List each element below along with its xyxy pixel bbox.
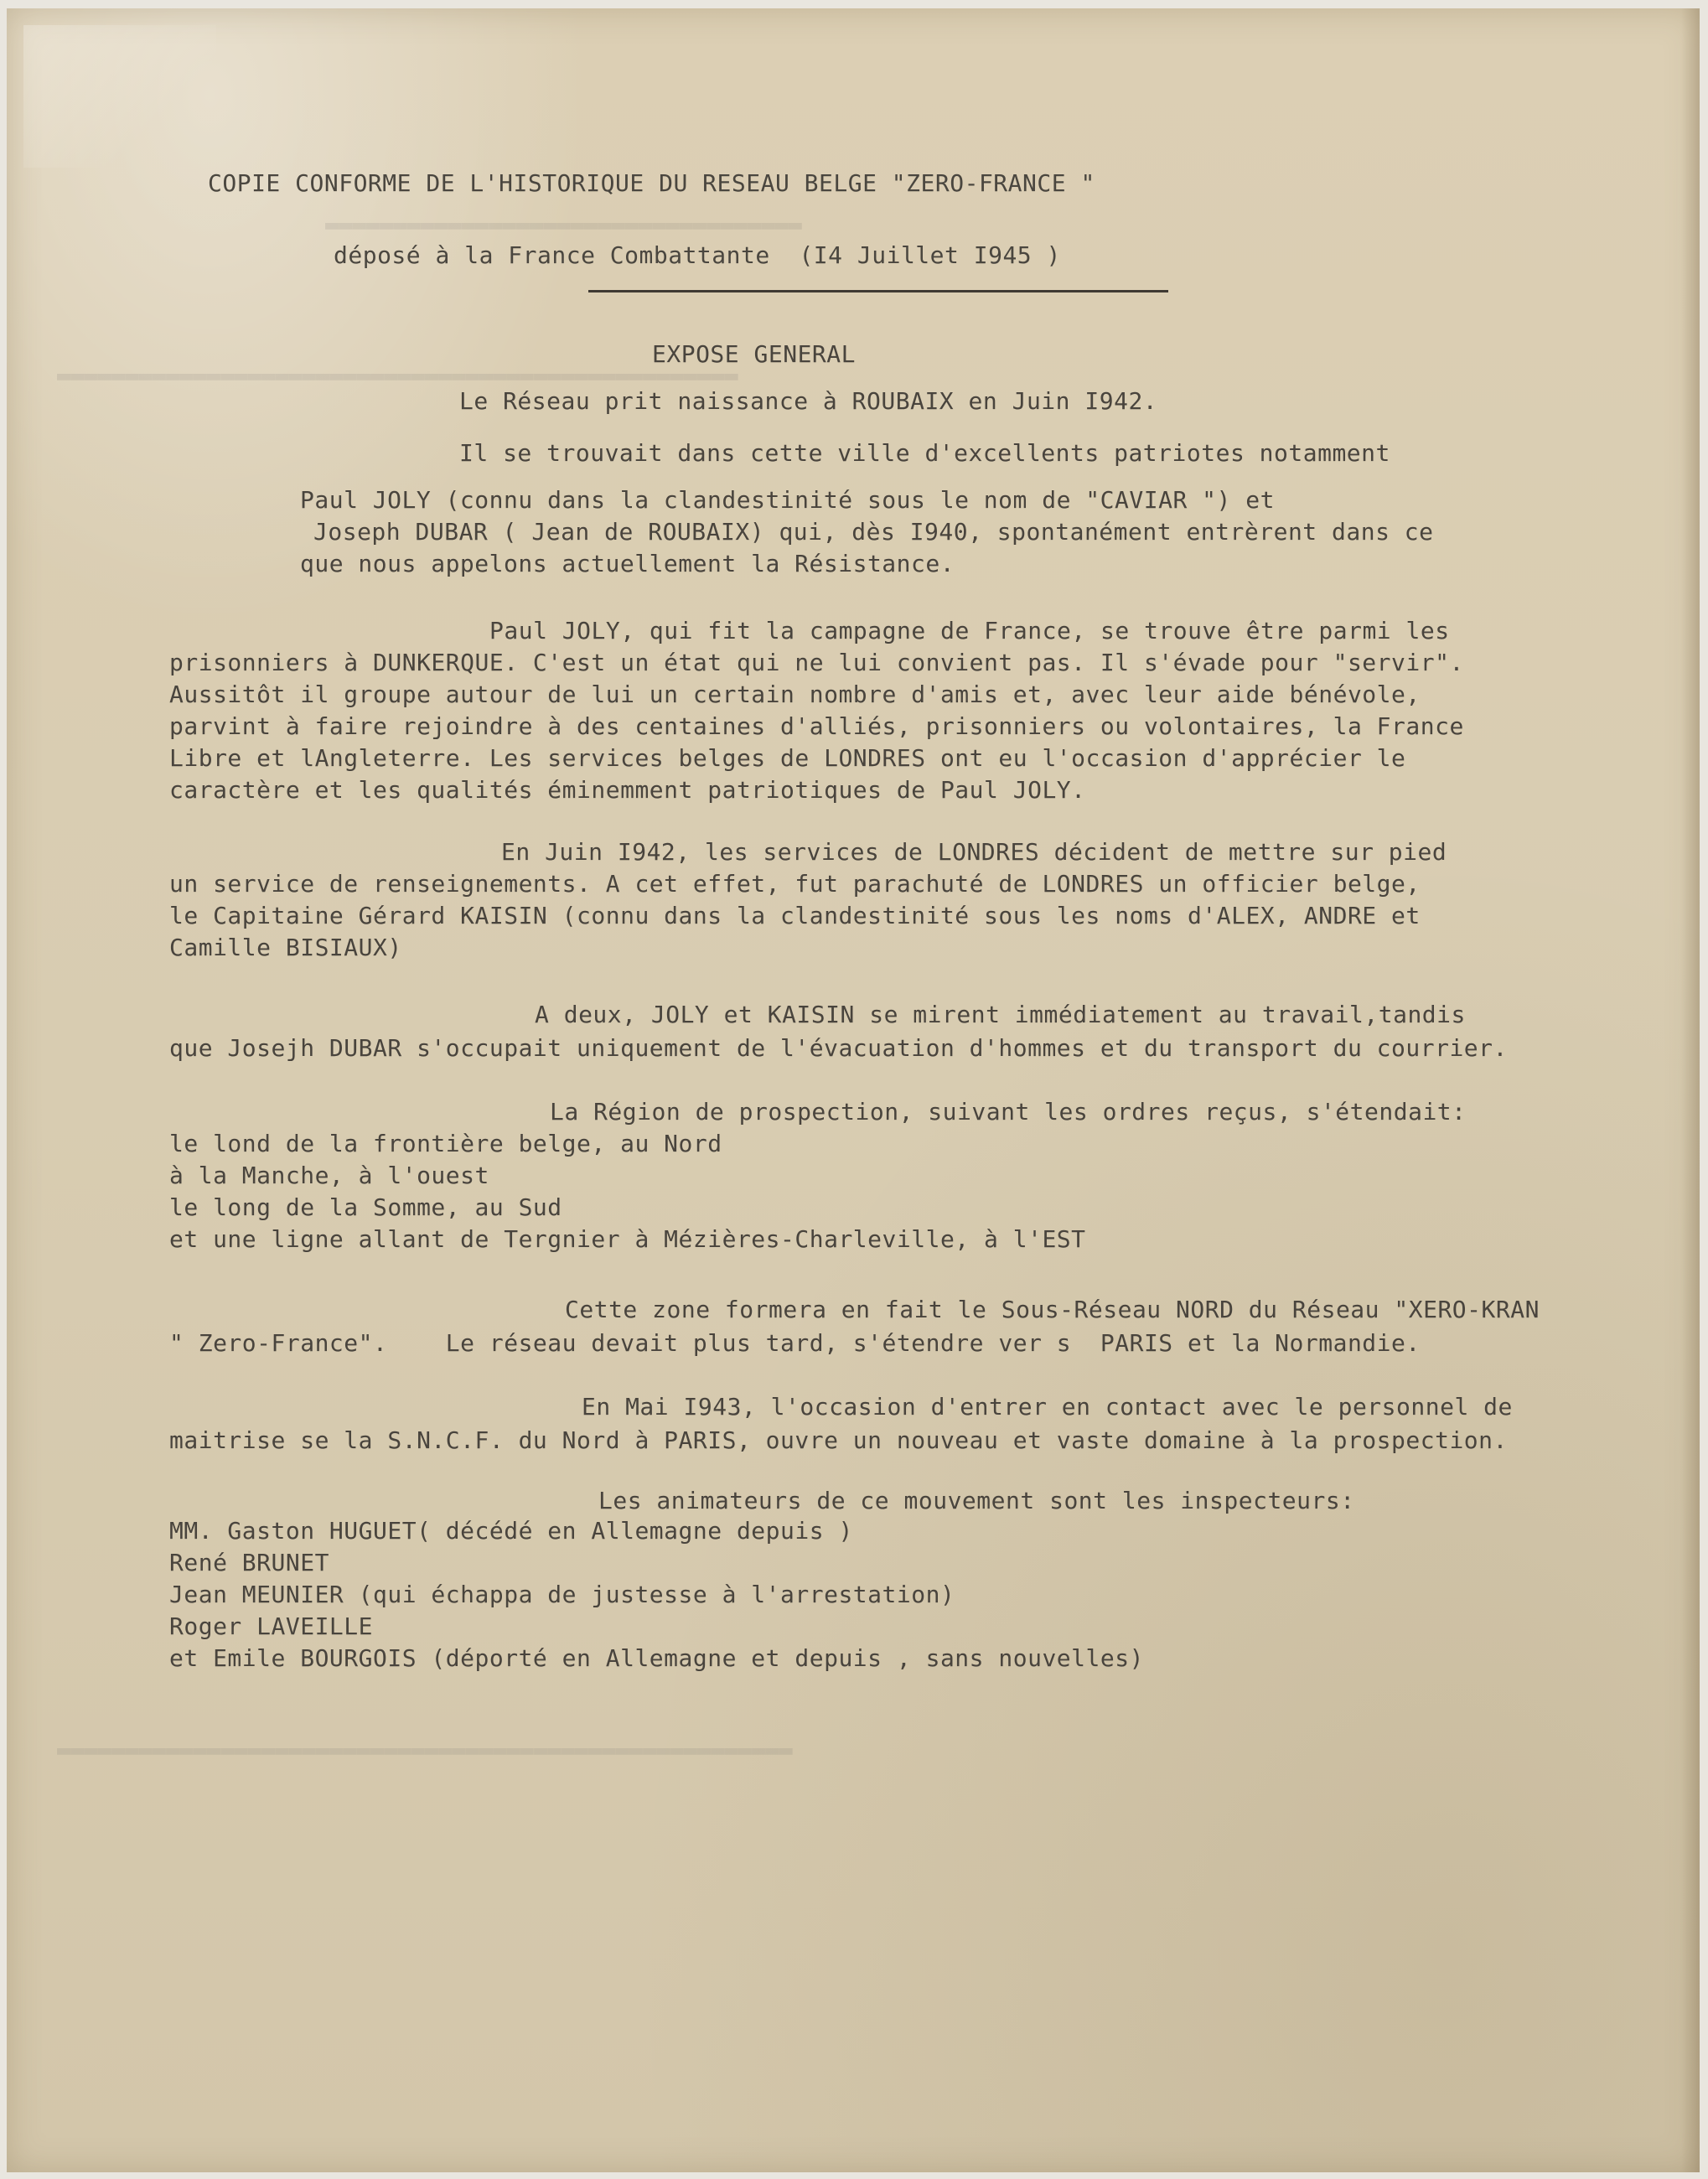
document-page [7, 8, 1700, 2172]
paper-edge-shadow [1681, 8, 1700, 2172]
paragraph-line: La Région de prospection, suivant les ordres reçus, s'étendait: [550, 1098, 1467, 1126]
paragraph-line: maitrise se la S.N.C.F. du Nord à PARIS, ouvre un nouveau et vaste domaine à la prospection. [169, 1426, 1508, 1454]
list-item: et Emile BOURGOIS (déporté en Allemagne et depuis , sans nouvelles) [169, 1644, 1144, 1672]
paragraph-line: prisonniers à DUNKERQUE. C'est un état qui ne lui convient pas. Il s'évade pour "servir". [169, 649, 1464, 676]
paragraph-line: En Juin I942, les services de LONDRES décident de mettre sur pied [501, 838, 1447, 866]
paragraph-line: caractère et les qualités éminemment patriotiques de Paul JOLY. [169, 776, 1086, 804]
list-item: René BRUNET [169, 1549, 329, 1576]
paragraph-line: que Josejh DUBAR s'occupait uniquement de l'évacuation d'hommes et du transport du courrier. [169, 1034, 1508, 1062]
paragraph-line: à la Manche, à l'ouest [169, 1162, 489, 1189]
paragraph-line: Les animateurs de ce mouvement sont les inspecteurs: [598, 1487, 1355, 1514]
paragraph-line: " Zero-France". Le réseau devait plus tard, s'étendre ver s PARIS et la Normandie. [169, 1329, 1421, 1357]
section-heading: EXPOSE GENERAL [652, 340, 857, 368]
intro-line: Le Réseau prit naissance à ROUBAIX en Juin I942. [459, 387, 1158, 415]
paragraph-line: En Mai I943, l'occasion d'entrer en contact avec le personnel de [582, 1393, 1513, 1421]
show-through-texture: ▬▬▬▬▬▬▬▬▬▬▬▬▬▬▬▬▬▬▬▬▬▬▬▬▬▬▬▬▬▬▬▬▬▬▬▬▬▬▬▬▬▬▬▬▬▬▬▬▬▬▬▬▬▬ [57, 1737, 793, 1763]
document-title: COPIE CONFORME DE L'HISTORIQUE DU RESEAU BELGE "ZERO-FRANCE " [208, 169, 1095, 197]
intro-line: Il se trouvait dans cette ville d'excellents patriotes notamment [459, 439, 1390, 467]
paragraph-line: le long de la Somme, au Sud [169, 1193, 562, 1221]
paragraph-line: Paul JOLY, qui fit la campagne de France, se trouve être parmi les [489, 617, 1450, 644]
show-through-texture: ▬▬▬▬▬▬▬▬▬▬▬▬▬▬▬▬▬▬▬▬▬▬▬▬▬▬▬▬▬▬▬▬▬▬▬▬▬▬▬▬▬▬▬▬▬▬▬▬▬▬ [57, 363, 738, 389]
intro-line: Paul JOLY (connu dans la clandestinité sous le nom de "CAVIAR ") et [300, 486, 1275, 514]
paragraph-line: Aussitôt il groupe autour de lui un certain nombre d'amis et, avec leur aide bénévole, [169, 681, 1421, 708]
paragraph-line: Libre et lAngleterre. Les services belges de LONDRES ont eu l'occasion d'apprécier le [169, 744, 1406, 772]
paragraph-line: Cette zone formera en fait le Sous-Réseau NORD du Réseau "XERO-KRAN [565, 1296, 1540, 1323]
paragraph-line: et une ligne allant de Tergnier à Mézières-Charleville, à l'EST [169, 1225, 1086, 1253]
paragraph-line: parvint à faire rejoindre à des centaines d'alliés, prisonniers ou volontaires, la France [169, 712, 1464, 740]
list-item: MM. Gaston HUGUET( décédé en Allemagne depuis ) [169, 1517, 853, 1545]
paragraph-line: le lond de la frontière belge, au Nord [169, 1130, 722, 1157]
document-subtitle: déposé à la France Combattante (I4 Juillet I945 ) [334, 241, 1061, 269]
title-underline [588, 290, 1168, 292]
intro-line: que nous appelons actuellement la Résistance. [300, 550, 955, 577]
paragraph-line: A deux, JOLY et KAISIN se mirent immédiatement au travail,tandis [535, 1001, 1466, 1028]
paragraph-line: Camille BISIAUX) [169, 934, 402, 961]
list-item: Jean MEUNIER (qui échappa de justesse à l'arrestation) [169, 1581, 955, 1608]
paragraph-line: le Capitaine Gérard KAISIN (connu dans la clandestinité sous les noms d'ALEX, ANDRE et [169, 902, 1421, 929]
show-through-texture: ▬▬▬▬▬▬▬▬▬▬▬▬▬▬▬▬▬▬▬▬▬▬▬▬▬▬▬▬▬▬▬▬▬▬▬ [325, 212, 802, 238]
paragraph-line: un service de renseignements. A cet effet, fut parachuté de LONDRES un officier belge, [169, 870, 1421, 898]
list-item: Roger LAVEILLE [169, 1612, 374, 1640]
intro-line: Joseph DUBAR ( Jean de ROUBAIX) qui, dès I940, spontanément entrèrent dans ce [313, 518, 1434, 546]
paper-crease [23, 25, 216, 168]
